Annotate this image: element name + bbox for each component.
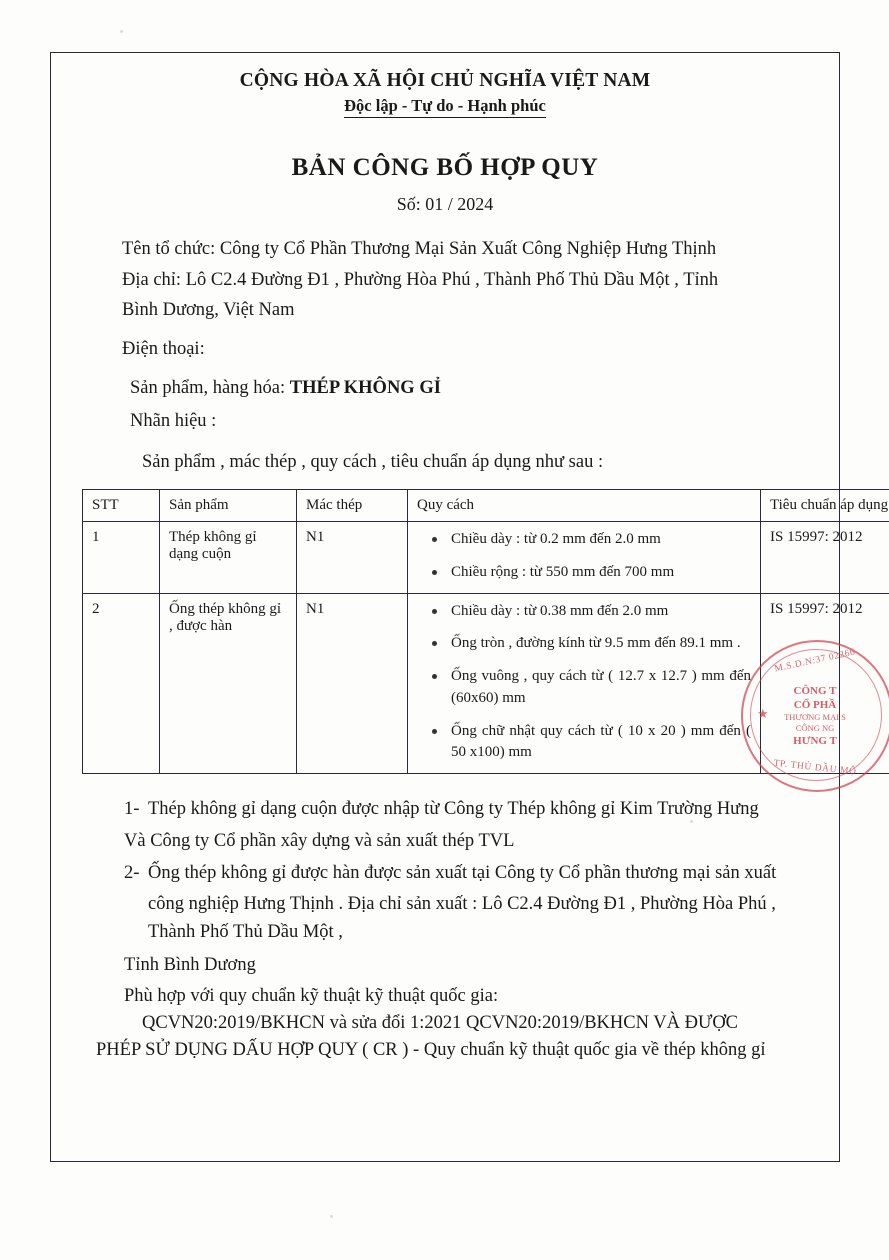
column-header-grade: Mác thép — [297, 490, 408, 522]
table-row — [83, 522, 889, 594]
list-item: Ống vuông , quy cách từ ( 12.7 x 12.7 ) mm đến (60x60) mm — [451, 666, 751, 710]
note-1-continuation: Và Công ty Cổ phần xây dựng và sản xuất thép TVL — [124, 830, 515, 851]
seal-registration-number: M.S.D.N:37 02266 — [773, 647, 857, 675]
seal-line-2: CỔ PHẦ — [793, 699, 837, 712]
note-2-continuation-1: công nghiệp Hưng Thịnh . Địa chỉ sản xuất : Lô C2.4 Đường Đ1 , Phường Hòa Phú , — [148, 894, 776, 915]
national-title: CỘNG HÒA XÃ HỘI CHỦ NGHĨA VIỆT NAM — [239, 70, 651, 91]
cell-stt: 1 — [83, 522, 160, 594]
list-item: Chiều dày : từ 0.38 mm đến 2.0 mm — [451, 601, 751, 623]
organization-name: Tên tổ chức: Công ty Cổ Phần Thương Mại Sản Xuất Công Nghiệp Hưng Thịnh — [122, 239, 717, 259]
seal-line-4: CÔNG NG — [795, 723, 835, 734]
cell-grade: N1 — [297, 593, 408, 774]
cell-spec — [408, 593, 761, 774]
organization-address-line-1: Địa chỉ: Lô C2.4 Đường Đ1 , Phường Hòa Phú , Thành Phố Thủ Dầu Một , Tỉnh — [122, 269, 719, 290]
list-item: Ống chữ nhật quy cách từ ( 10 x 20 ) mm đến ( 50 x100) mm — [451, 721, 751, 765]
scan-speck — [120, 30, 123, 33]
cell-standard: IS 15997: 2012 — [761, 593, 889, 774]
note-text: Ống thép không gỉ được hàn được sản xuất tại Công ty Cổ phần thương mại sản xuất — [148, 862, 777, 883]
conformity-line: Phù hợp với quy chuẩn kỹ thuật kỹ thuật quốc gia: — [124, 985, 499, 1006]
spec-list — [417, 529, 751, 584]
column-header-spec: Quy cách — [408, 490, 761, 522]
document-number: Số: 01 / 2024 — [396, 194, 494, 214]
spec-intro-line: Sản phẩm , mác thép , quy cách , tiêu chuẩn áp dụng như sau : — [142, 452, 604, 473]
seal-line-3: THƯƠNG MẠI S — [784, 712, 846, 723]
note-number: 1- — [124, 799, 140, 820]
qcvn-line-1: QCVN20:2019/BKHCN và sửa đổi 1:2021 QCVN20:2019/BKHCN VÀ ĐƯỢC — [142, 1012, 739, 1033]
cell-spec — [408, 522, 761, 594]
notes-block — [82, 796, 808, 947]
qcvn-line-2: PHÉP SỬ DỤNG DẤU HỢP QUY ( CR ) - Quy chuẩn kỹ thuật quốc gia về thép không gỉ — [96, 1039, 766, 1060]
column-header-product: Sản phẩm — [160, 490, 297, 522]
cell-product: Thép không gỉ dạng cuộn — [160, 522, 297, 594]
document-content — [68, 62, 889, 1061]
organization-address-line-2: Bình Dương, Việt Nam — [122, 300, 295, 321]
list-item: Chiều dày : từ 0.2 mm đến 2.0 mm — [451, 529, 751, 551]
seal-location: TP. THỦ DẦU MỘ — [773, 758, 857, 778]
note-2 — [82, 860, 808, 888]
scan-speck — [690, 820, 693, 823]
cell-product: Ống thép không gỉ , được hàn — [160, 593, 297, 774]
product-line — [82, 378, 808, 399]
table-header-row — [83, 490, 889, 522]
spec-list — [417, 601, 751, 765]
list-item: Chiều rộng : từ 550 mm đến 700 mm — [451, 562, 751, 584]
brand-line: Nhãn hiệu : — [130, 411, 217, 432]
note-2-continuation-2: Thành Phố Thủ Dầu Một , — [148, 922, 343, 943]
cell-grade: N1 — [297, 522, 408, 594]
organization-phone: Điện thoại: — [122, 339, 205, 360]
product-label: Sản phẩm, hàng hóa: — [130, 378, 290, 399]
specification-table — [82, 489, 889, 774]
note-text: Thép không gỉ dạng cuộn được nhập từ Công ty Thép không gỉ Kim Trường Hưng — [148, 799, 759, 820]
cell-standard: IS 15997: 2012 — [761, 522, 889, 594]
national-motto: Độc lập - Tự do - Hạnh phúc — [344, 96, 546, 118]
column-header-standard: Tiêu chuẩn áp dụng — [761, 490, 889, 522]
table-row — [83, 593, 889, 774]
organization-block — [82, 235, 808, 325]
header-block — [82, 70, 808, 215]
seal-line-1: CÔNG T — [793, 685, 837, 697]
page-title: BẢN CÔNG BỐ HỢP QUY — [291, 154, 599, 181]
scan-speck — [330, 1215, 333, 1218]
column-header-stt: STT — [83, 490, 160, 522]
cell-stt: 2 — [83, 593, 160, 774]
province-line: Tỉnh Bình Dương — [124, 954, 256, 975]
note-1 — [82, 796, 808, 824]
note-number: 2- — [124, 862, 140, 883]
product-value: THÉP KHÔNG GỈ — [289, 378, 441, 399]
star-icon: ★ — [757, 706, 769, 721]
list-item: Ống tròn , đường kính từ 9.5 mm đến 89.1 mm . — [451, 633, 751, 655]
seal-line-5: HƯNG T — [793, 734, 837, 747]
